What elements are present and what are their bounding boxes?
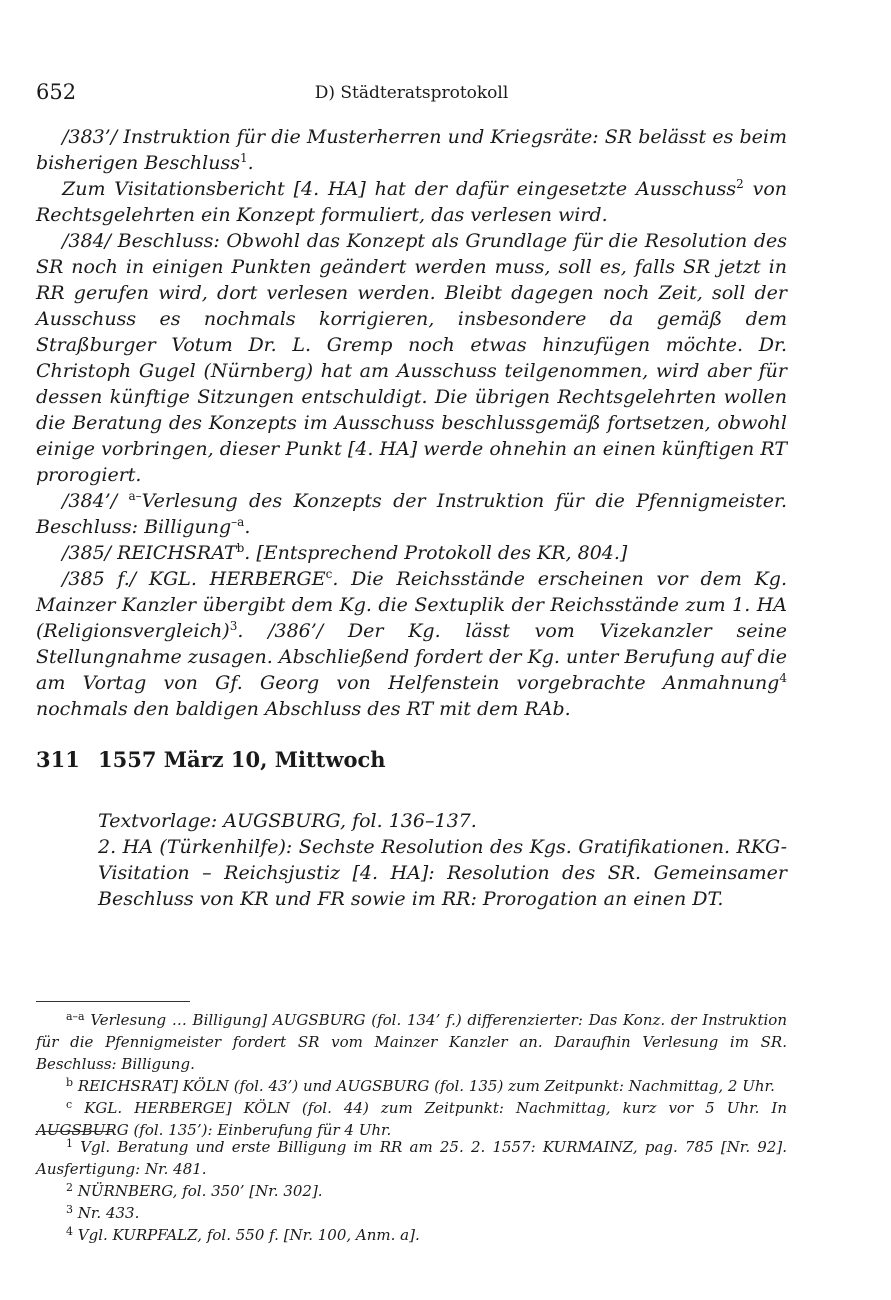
footnote-3: $^3$ Nr. 433. <box>66 1203 140 1222</box>
section-number: 311 <box>36 747 80 772</box>
critical-apparatus <box>36 1009 787 1141</box>
apparatus-note-a: $^{a-a}$ Verlesung … Billigung] AUGSBURG (fol. 134’ f.) differenzierter: Das Konz. der Instruktion für die Pfennigmeister fordert SR vom Mainzer Kanzler an. Daraufhin Verlesung im SR. Beschluss: Billigung. <box>36 1010 787 1073</box>
footnote-2: $^2$ NÜRNBERG, fol. 350’ [Nr. 302]. <box>66 1181 323 1200</box>
paragraph-herberge: /385 f./ KGL. HERBERGE$^c$. Die Reichsstände erscheinen vor dem Kg. Mainzer Kanzler übergibt dem Kg. die Sextuplik der Reichsstände zum 1. HA (Religionsvergleich)$^3$. /386’/ Der Kg. lässt vom Vizekanzler seine Stellungnahme zusagen. Abschließend fordert der Kg. unter Berufung auf die am Vortag von Gf. Georg von Helfenstein vorgebrachte Anmahnung$^4$ nochmals den baldigen Abschluss des RT mit dem RAb. <box>36 567 787 720</box>
apparatus-ref-a-close[interactable]: –a <box>231 515 245 529</box>
footnote-ref-1[interactable]: 1 <box>239 151 248 165</box>
section-title: 1557 März 10, Mittwoch <box>98 747 386 772</box>
apparatus-marker: b <box>66 1076 74 1089</box>
paragraph-beschluss: /384/ Beschluss: Obwohl das Konzept als Grundlage für die Resolution des SR noch in einigen Punkten geändert werden muss, soll es, falls SR jetzt in RR gerufen wird, dort verlesen werden. Bleibt dagegen noch Zeit, soll der Ausschuss es nochmals korrigieren, insbesondere da gemäß dem Straßburger Votum Dr. L. Gremp noch etwas hinzufügen möchte. Dr. Christoph Gugel (Nürnberg) hat am Ausschuss teilgenommen, wird aber für dessen künftige Sitzungen entschuldigt. Die übrigen Rechtsgelehrten wollen die Beratung des Konzepts im Ausschuss beschlussgemäß fortsetzen, obwohl einige vorbringen, dieser Punkt [4. HA] werde ohnehin an einen künftigen RT prorogiert. <box>36 230 787 486</box>
footnote-1: $^1$ Vgl. Beratung und erste Billigung im RR am 25. 2. 1557: KURMAINZ, pag. 785 [Nr. 92]. Ausfertigung: Nr. 481. <box>36 1137 787 1178</box>
section-heading <box>36 747 386 772</box>
footnote-marker: 2 <box>66 1181 73 1194</box>
paragraph-pfennigmeister: /384’/ $^{a-}$Verlesung des Konzepts der Instruktion für die Pfennigmeister. Beschluss: Billigung$^{-a}$. <box>36 489 787 538</box>
footnote-marker: 3 <box>66 1203 73 1216</box>
topics-summary: 2. HA (Türkenhilfe): Sechste Resolution des Kgs. Gratifikationen. RKG-Visitation – Reichsjustiz [4. HA]: Resolution des SR. Gemeinsamer Beschluss von KR und FR sowie im RR: Prorogation an einen DT. <box>98 836 787 910</box>
apparatus-ref-a-open[interactable]: a– <box>128 489 142 503</box>
footnotes <box>36 1136 787 1246</box>
footnote-ref-3[interactable]: 3 <box>229 619 238 633</box>
apparatus-separator <box>36 1001 190 1002</box>
running-title: D) Städteratsprotokoll <box>314 83 509 103</box>
footnote-marker: 1 <box>66 1137 73 1150</box>
footnote-4: $^4$ Vgl. KURPFALZ, fol. 550 f. [Nr. 100, Anm. a]. <box>66 1225 420 1244</box>
apparatus-marker: a–a <box>66 1010 85 1023</box>
main-text <box>36 124 787 722</box>
paragraph-visitationsbericht: Zum Visitationsbericht [4. HA] hat der dafür eingesetzte Ausschuss$^2$ von Rechtsgelehrten ein Konzept formuliert, das verlesen wird. <box>36 177 787 226</box>
apparatus-note-c: $^c$ KGL. HERBERGE] KÖLN (fol. 44) zum Zeitpunkt: Nachmittag, kurz vor 5 Uhr. In AUGSBURG (fol. 135’): Einberufung für 4 Uhr. <box>36 1098 787 1139</box>
apparatus-ref-c[interactable]: c <box>325 567 333 581</box>
source-note: Textvorlage: AUGSBURG, fol. 136–137. <box>98 810 477 832</box>
page-number: 652 <box>36 80 77 104</box>
footnote-marker: 4 <box>66 1225 73 1238</box>
apparatus-marker: c <box>66 1098 73 1111</box>
section-summary <box>98 808 787 912</box>
apparatus-note-b: $^b$ REICHSRAT] KÖLN (fol. 43’) und AUGSBURG (fol. 135) zum Zeitpunkt: Nachmittag, 2 Uhr. <box>66 1076 775 1095</box>
paragraph-musterherren: /383’/ Instruktion für die Musterherren und Kriegsräte: SR belässt es beim bisherigen Beschluss$^1$. <box>36 126 787 174</box>
apparatus-ref-b[interactable]: b <box>236 541 245 555</box>
page-header <box>36 80 787 110</box>
footnote-separator <box>36 1131 114 1132</box>
paragraph-reichsrat: /385/ REICHSRAT$^b$. [Entsprechend Protokoll des KR, 804.] <box>62 541 628 564</box>
footnote-ref-2[interactable]: 2 <box>736 177 744 191</box>
footnote-ref-4[interactable]: 4 <box>779 671 787 685</box>
